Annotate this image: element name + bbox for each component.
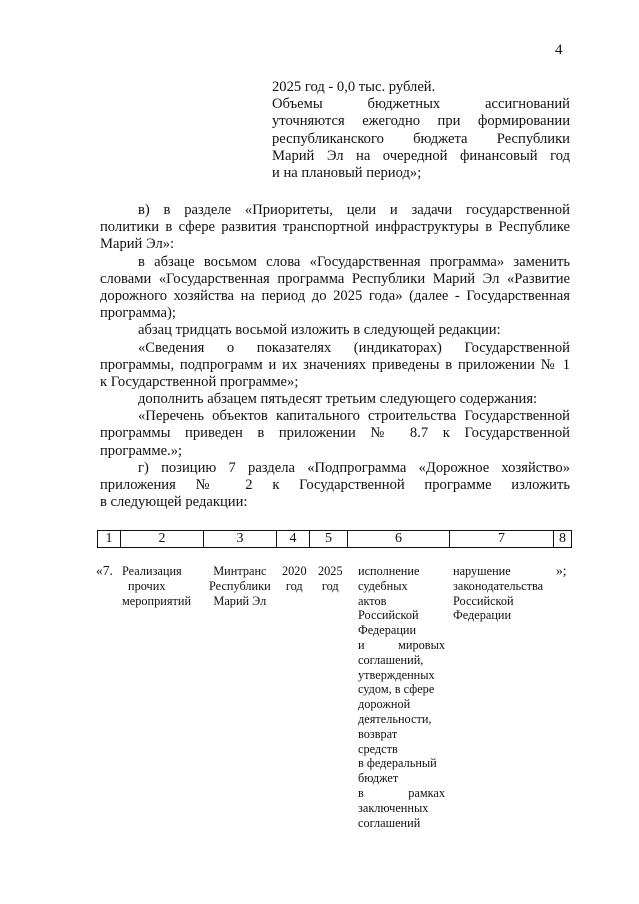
budget-note-block [272, 79, 570, 182]
amendment-text [100, 202, 570, 511]
text-line: Марий Эл на очередной финансовый год [272, 147, 570, 164]
cell-line: мероприятий [122, 593, 192, 608]
cell-line: нарушение [453, 564, 511, 578]
cell-line: заключенных [358, 800, 429, 815]
text-line: 2025 год - 0,0 тыс. рублей. [272, 79, 436, 95]
cell-line: законодательства [453, 578, 544, 593]
cell-line: судебных [358, 578, 408, 593]
expected-result-cell [358, 564, 445, 830]
cell-line: актов [358, 593, 387, 608]
table-header-cell: 6 [347, 531, 449, 547]
cell-line: возврат [358, 726, 398, 741]
paragraph-line: программы приведен в приложении № 8.7 к Государственной [100, 425, 570, 442]
paragraph-line: программы, подпрограмм и их значениях приведены в приложении № 1 [100, 356, 570, 373]
paragraph-line: дополнить абзацем пятьдесят третьим следующего содержания: [138, 391, 538, 408]
cell-line: Республики [209, 578, 271, 593]
cell-line: в федеральный [358, 756, 437, 771]
paragraph-line: в абзаце восьмом слова «Государственная программа» заменить [138, 253, 570, 270]
paragraph-line: «Сведения о показателях (индикаторах) Государственной [138, 339, 570, 356]
page-number: 4 [555, 42, 563, 58]
paragraph-line: политики в сфере развития транспортной инфраструктуры в Республике [100, 219, 570, 236]
cell-line: Марий Эл [213, 593, 267, 608]
table-header-cell: 3 [203, 531, 276, 547]
paragraph-line: программа); [100, 305, 176, 322]
paragraph-line: «Перечень объектов капитального строительства Государственной [138, 408, 570, 425]
cell-line: прочих [128, 578, 166, 593]
table-header-row [97, 530, 572, 548]
table-header-cell: 4 [276, 531, 309, 547]
paragraph-line: к Государственной программе»; [100, 373, 299, 390]
closing-quote: »; [556, 563, 567, 578]
table-header-cell: 8 [553, 531, 572, 547]
cell-line: Российской [358, 608, 419, 623]
cell-line: 2020 [282, 564, 307, 578]
cell-line: год [285, 578, 303, 593]
paragraph-line: словами «Государственная программа Республики Марий Эл «Развитие [100, 270, 570, 287]
cell-line: в рамках [358, 785, 445, 800]
table-header-cell: 2 [120, 531, 203, 547]
executor-cell [209, 564, 271, 608]
text-line: уточняются ежегодно при формировании [272, 113, 570, 130]
cell-line: Федерации [453, 608, 512, 623]
row-number: «7. [96, 563, 113, 578]
paragraph-line: в следующей редакции: [100, 494, 248, 511]
paragraph-line: в) в разделе «Приоритеты, цели и задачи государственной [138, 202, 570, 218]
cell-line: и мировых [358, 637, 445, 652]
cell-line: соглашений [358, 815, 421, 830]
cell-line: Федерации [358, 623, 417, 638]
paragraph-line: дорожного хозяйства на период до 2025 года» (далее - Государственная [100, 287, 570, 304]
cell-line: дорожной [358, 697, 411, 712]
text-line: Объемы бюджетных ассигнований [272, 96, 570, 113]
consequence-cell [453, 564, 543, 623]
paragraph-line: программе.»; [100, 442, 183, 459]
paragraph-line: Марий Эл»: [100, 236, 175, 253]
cell-line: судом, в сфере [358, 682, 435, 697]
cell-line: средств [358, 741, 398, 756]
start-year-cell [282, 564, 307, 594]
table-header-cell: 1 [97, 531, 120, 547]
cell-line: год [321, 578, 339, 593]
text-line: республиканского бюджета Республики [272, 130, 570, 147]
cell-line: Минтранс [213, 564, 267, 578]
cell-line: утвержденных [358, 667, 435, 682]
cell-line: бюджет [358, 771, 399, 786]
cell-line: Реализация [122, 564, 182, 578]
table-header-cell: 5 [309, 531, 347, 547]
end-year-cell [318, 564, 343, 594]
cell-line: 2025 [318, 564, 343, 578]
paragraph-line: абзац тридцать восьмой изложить в следующей редакции: [138, 322, 501, 339]
subprogram-table [96, 530, 572, 830]
paragraph-line: приложения № 2 к Государственной программе изложить [100, 477, 570, 493]
text-line: и на плановый период»; [272, 164, 422, 181]
table-header-cell: 7 [449, 531, 553, 547]
cell-line: деятельности, [358, 711, 432, 726]
cell-line: Российской [453, 593, 514, 608]
measure-name-cell [122, 564, 191, 608]
cell-line: соглашений, [358, 652, 424, 667]
paragraph-line: г) позицию 7 раздела «Подпрограмма «Дорожное хозяйство» [138, 459, 570, 476]
cell-line: исполнение [358, 564, 420, 578]
